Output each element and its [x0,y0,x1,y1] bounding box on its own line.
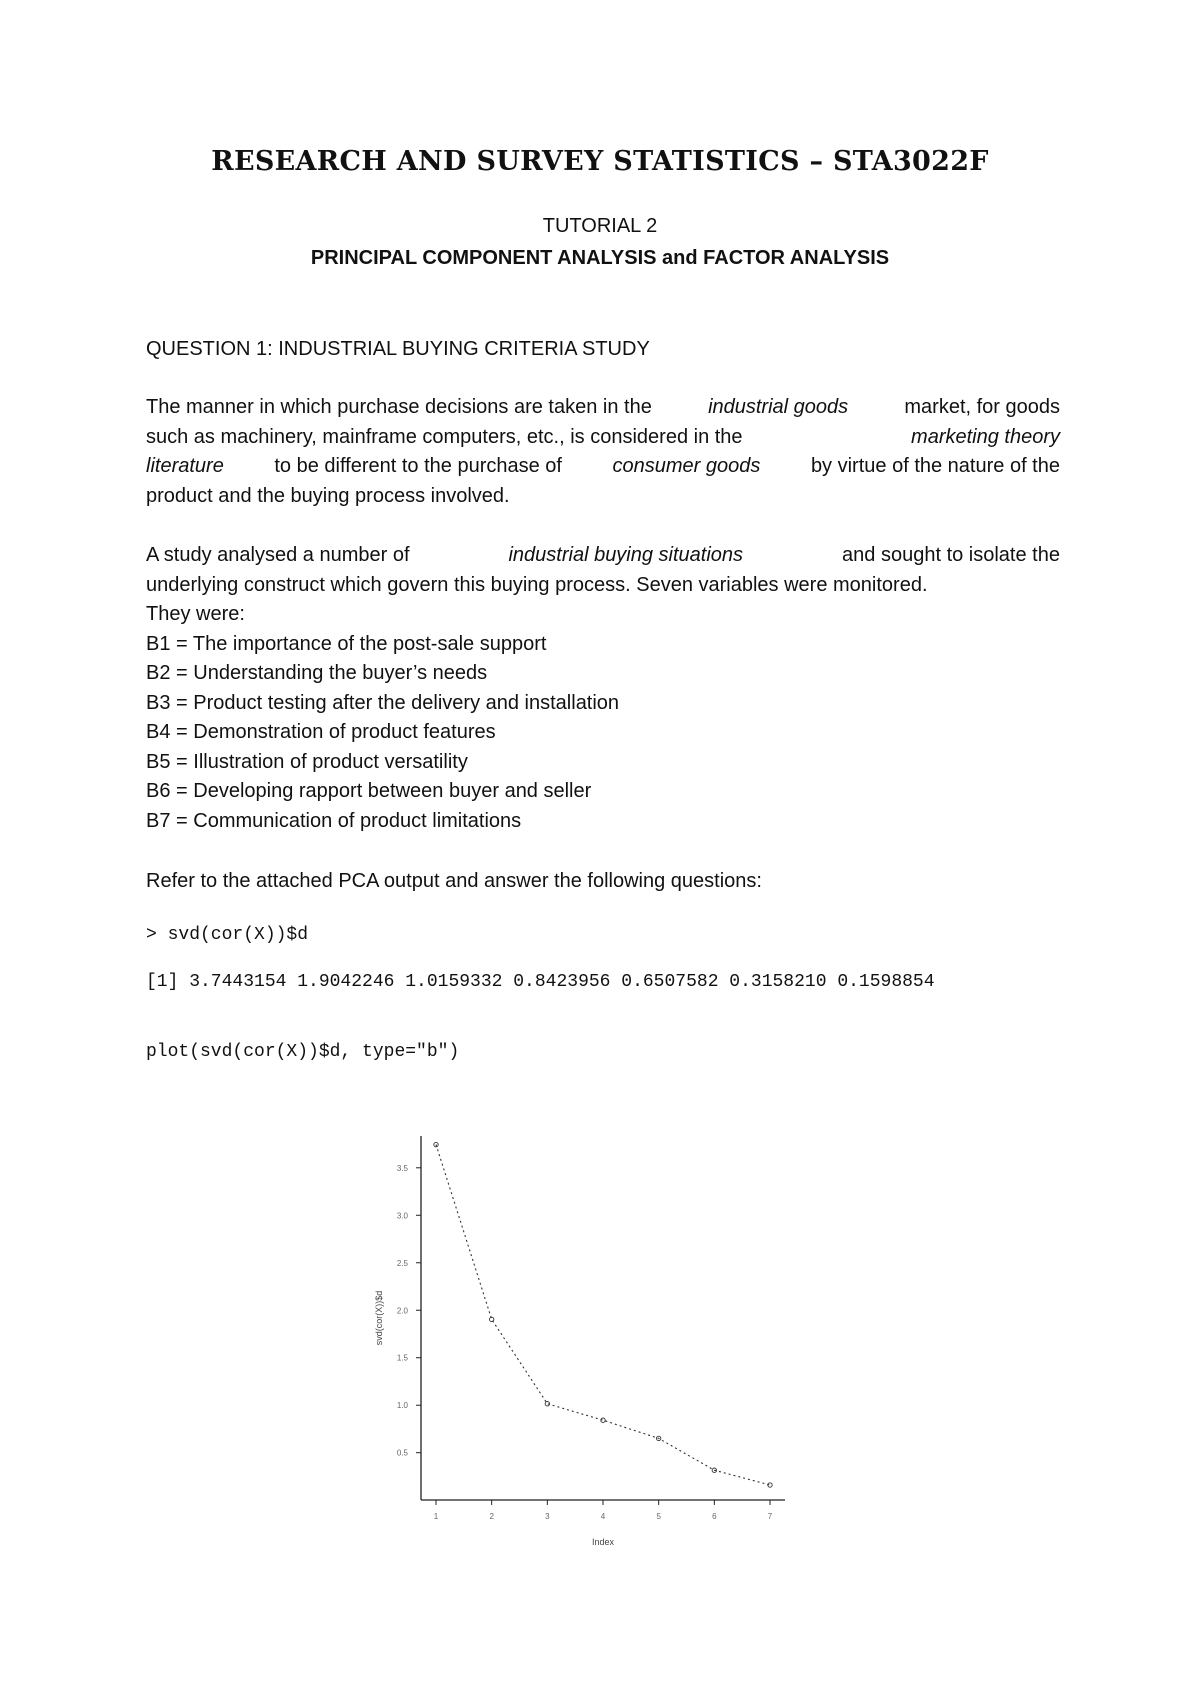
emphasis-text: literature [146,455,224,477]
question-heading: QUESTION 1: INDUSTRIAL BUYING CRITERIA STUDY [146,338,650,360]
code-output-eigenvalues: [1] 3.7443154 1.9042246 1.0159332 0.8423956 0.6507582 0.3158210 0.1598854 [146,972,935,992]
emphasis-text: industrial buying situations [508,544,744,566]
tutorial-number: TUTORIAL 2 [542,215,658,237]
text-run: A study analysed a number of [146,544,410,566]
y-axis-label: svd(cor(X))$d [374,1290,384,1346]
x-tick-label: 4 [600,1512,606,1521]
y-tick-label: 1.5 [396,1353,408,1363]
x-tick-label: 6 [712,1512,717,1521]
instruction-text: Refer to the attached PCA output and answer the following questions: [146,870,762,892]
x-tick-label: 1 [433,1512,439,1521]
variable-item: B2 = Understanding the buyer’s needs [146,662,488,684]
x-tick-label: 2 [489,1512,494,1521]
y-tick-label: 3.0 [396,1211,408,1221]
emphasis-text: marketing theory [911,425,1060,448]
x-tick-label: 5 [656,1512,661,1521]
scree-plot [360,1120,800,1565]
y-tick-label: 2.5 [396,1258,408,1268]
variable-item: B3 = Product testing after the delivery and installation [146,691,620,714]
emphasis-text: industrial goods [708,396,849,418]
plot-axes [397,1136,785,1521]
paragraph-study [146,541,1060,836]
code-command-plot: plot(svd(cor(X))$d, type="b") [146,1042,460,1062]
paragraph-line [146,423,1060,453]
series-line [436,1145,770,1485]
document-title: RESEARCH AND SURVEY STATISTICS – STA3022F [211,146,989,177]
paragraph-line: They were: [146,603,245,625]
x-tick-label: 3 [545,1512,550,1521]
plot-series [434,1142,772,1487]
text-run: to be different to the purchase of [274,455,562,477]
x-axis-label: Index [591,1537,615,1547]
paragraph-intro [146,393,1060,511]
variable-item: B7 = Communication of product limitations [146,809,522,832]
tutorial-topic: PRINCIPAL COMPONENT ANALYSIS and FACTOR ANALYSIS [310,247,890,269]
text-run: The manner in which purchase decisions are taken in the [146,396,652,418]
paragraph-line: product and the buying process involved. [146,484,510,507]
variable-item: B6 = Developing rapport between buyer and seller [146,780,592,802]
variable-item: B1 = The importance of the post-sale support [146,632,547,655]
y-tick-label: 1.0 [396,1401,408,1411]
paragraph-line [146,452,1060,482]
y-tick-label: 3.5 [396,1163,408,1173]
y-tick-label: 2.0 [396,1306,408,1316]
variable-item: B5 = Illustration of product versatility [146,750,468,773]
emphasis-text: consumer goods [612,455,761,477]
y-tick-label: 0.5 [396,1448,408,1458]
x-tick-label: 7 [767,1512,773,1521]
paragraph-line [146,541,1060,571]
paragraph-line [146,393,1060,423]
code-command-svd: > svd(cor(X))$d [146,925,309,945]
text-run: market, for goods [904,396,1060,418]
text-run: and sought to isolate the [842,544,1060,566]
paragraph-line: underlying construct which govern this buying process. Seven variables were monitored. [146,573,928,596]
text-run: such as machinery, mainframe computers, etc., is considered in the [146,425,743,448]
text-run: by virtue of the nature of the [810,455,1060,477]
variable-item: B4 = Demonstration of product features [146,721,496,743]
